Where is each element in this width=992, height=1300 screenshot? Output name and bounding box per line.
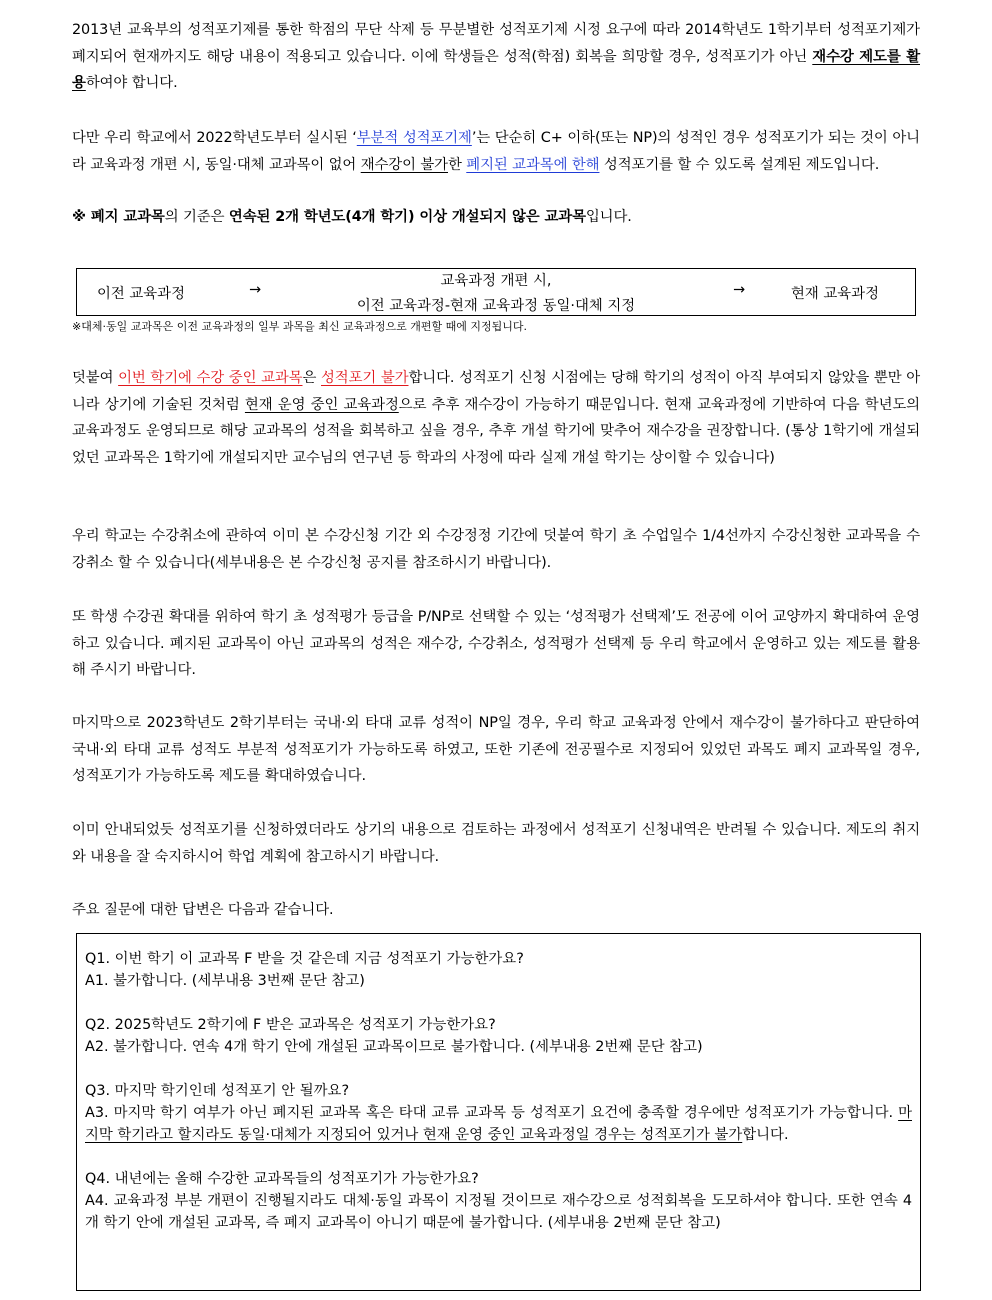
paragraph-current-semester: [72, 365, 920, 471]
paragraph-faq-intro: 주요 질문에 대한 답변은 다음과 같습니다.: [72, 902, 334, 918]
text: ’는 단순히 C+ 이하(또는 NP)의 성적인 경우 성적포기가 되는 것이 아니라 교육과정 개편 시, 동일·대체 교과목이 없어: [72, 130, 920, 173]
flow-prev-curriculum: 이전 교육과정: [97, 286, 185, 302]
emphasis-current-course: 이번 학기에 수강 중인 교과목: [118, 370, 303, 386]
faq-answer-4: A4. 교육과정 부분 개편이 진행될지라도 대체·동일 과목이 지정될 것이므로 재수강으로 성적회복을 도모하셔야 합니다. 또한 연속 4개 학기 안에 개설된 교과목, 즉 폐지 교과목이 아니기 때문에 불가합니다. (세부내용 2번째 문단 참고): [85, 1193, 912, 1231]
text: 성적포기를 할 수 있도록 설계된 제도입니다.: [599, 156, 880, 173]
emphasis-not-allowed: 성적포기 불가: [321, 370, 409, 386]
faq-answer-2: A2. 불가합니다. 연속 4개 학기 안에 개설된 교과목이므로 불가합니다. (세부내용 2번째 문단 참고): [85, 1039, 703, 1055]
text: 하여야 합니다.: [85, 75, 178, 91]
paragraph-course-withdrawal: 우리 학교는 수강취소에 관하여 이미 본 수강신청 기간 외 수강정정 기간에 덧붙여 학기 초 수업일수 1/4선까지 수강신청한 교과목을 수강취소 할 수 있습니다(세부내용은 본 수강신청 공지를 참조하시기 바랍니다).: [72, 528, 921, 571]
text: 은: [302, 370, 321, 386]
emphasis-last-semester: 마지막 학기라고 할지라도 동일·대체가 지정되어 있거나 현재 운영 중인 교육과정일 경우는 성적포기가 불가: [85, 1105, 912, 1143]
flow-mid-line2: 이전 교육과정-현재 교육과정 동일·대체 지정: [356, 298, 636, 314]
paragraph-exchange-credits: 마지막으로 2023학년도 2학기부터는 국내·외 타대 교류 성적이 NP일 경우, 우리 학교 교육과정 안에서 재수강이 불가하다고 판단하여 국내·외 타대 교류 성적도 부분적 성적포기가 가능하도록 하였고, 또한 기존에 전공필수로 지정되어 있었던 과목도 폐지 교과목일 경우, 성적포기가 가능하도록 제도를 확대하였습니다.: [72, 715, 920, 784]
paragraph-partial-grade-waiver: [72, 125, 920, 178]
text: 합니다. 성적포기 신청 시점에는 당해 학기의 성적이 아직 부여되지 않았을 뿐만 아니라 상기에 기술된 것처럼: [72, 370, 921, 413]
faq-answer-3: [85, 1102, 912, 1146]
faq-question-4: Q4. 내년에는 올해 수강한 교과목들의 성적포기가 가능한가요?: [85, 1171, 479, 1187]
arrow-right-icon: →: [249, 282, 262, 298]
text: 다만 우리 학교에서 2022학년도부터 실시된 ‘: [72, 130, 357, 146]
paragraph-rejection-notice: 이미 안내되었듯 성적포기를 신청하였더라도 상기의 내용으로 검토하는 과정에서 성적포기 신청내역은 반려될 수 있습니다. 제도의 취지와 내용을 잘 숙지하시어 학업 계획에 참고하시기 바랍니다.: [72, 822, 920, 865]
emphasis-no-retake: 재수강이 불가: [360, 156, 448, 173]
paragraph-background: [72, 17, 920, 97]
emphasis-retake: 재수강 제도를 활용: [72, 48, 920, 91]
term-abolished-course: 폐지된 교과목에 한해: [466, 156, 600, 173]
note-mark: ※: [72, 209, 91, 225]
text: 의 기준은: [164, 209, 229, 225]
faq-question-1: Q1. 이번 학기 이 교과목 F 받을 것 같은데 지금 성적포기 가능한가요?: [85, 951, 524, 967]
paragraph-pnp-option: 또 학생 수강권 확대를 위하여 학기 초 성적평가 등급을 P/NP로 선택할 수 있는 ‘성적평가 선택제’도 전공에 이어 교양까지 확대하여 운영하고 있습니다. 폐지된 교과목이 아닌 교과목의 성적은 재수강, 수강취소, 성적평가 선택제 등 우리 학교에서 운영하고 있는 제도를 활용해 주시기 바랍니다.: [72, 609, 920, 678]
faq-box: [76, 933, 921, 1291]
flow-footnote: ※대체·동일 교과목은 이전 교육과정의 일부 과목을 최신 교육과정으로 개편할 때에 지정됩니다.: [72, 320, 527, 333]
text: 으로 추후 재수강이 가능하기 때문입니다. 현재 교육과정에 기반하여 다음 학년도의 교육과정도 운영되므로 해당 교과목의 성적을 회복하고 싶을 경우, 추후 개설 학기에 맞추어 재수강을 권장합니다. (통상 1학기에 개설되었던 교과목은 1학기에 개설되지만 교수님의 연구년 등 학과의 사정에 따라 실제 개설 학기는 상이할 수 있습니다): [72, 396, 920, 466]
text: 한: [448, 156, 467, 173]
emphasis-current-curriculum: 현재 운영 중인 교육과정: [244, 396, 399, 413]
text: 합니다.: [742, 1127, 789, 1143]
faq-question-2: Q2. 2025학년도 2학기에 F 받은 교과목은 성적포기 가능한가요?: [85, 1017, 496, 1033]
text: A3. 마지막 학기 여부가 아닌 폐지된 교과목 혹은 타대 교류 교과목 등 성적포기 요건에 충족할 경우에만 성적포기가 가능합니다.: [85, 1105, 899, 1121]
arrow-right-icon: →: [733, 282, 746, 298]
faq-question-3: Q3. 마지막 학기인데 성적포기 안 될까요?: [85, 1083, 350, 1099]
term-abolished: 폐지 교과목: [90, 209, 165, 225]
criteria-text: 연속된 2개 학년도(4개 학기) 이상 개설되지 않은 교과목: [228, 209, 586, 225]
term-partial-waiver: 부분적 성적포기제: [356, 130, 472, 146]
text: 2013년 교육부의 성적포기제를 통한 학점의 무단 삭제 등 무분별한 성적포기제 시정 요구에 따라 2014학년도 1학기부터 성적포기제가 폐지되어 현재까지도 해당 내용이 적용되고 있습니다. 이에 학생들은 성적(학점) 회복을 희망할 경우, 성적포기가 아닌: [72, 22, 920, 65]
paragraph-abolished-criteria: [72, 204, 920, 231]
curriculum-flow-box: [76, 268, 916, 316]
text: 덧붙여: [72, 370, 119, 386]
flow-mid-line1: 교육과정 개편 시,: [440, 273, 552, 289]
faq-answer-1: A1. 불가합니다. (세부내용 3번째 문단 참고): [85, 973, 365, 989]
flow-current-curriculum: 현재 교육과정: [791, 286, 879, 302]
text: 입니다.: [585, 209, 632, 225]
